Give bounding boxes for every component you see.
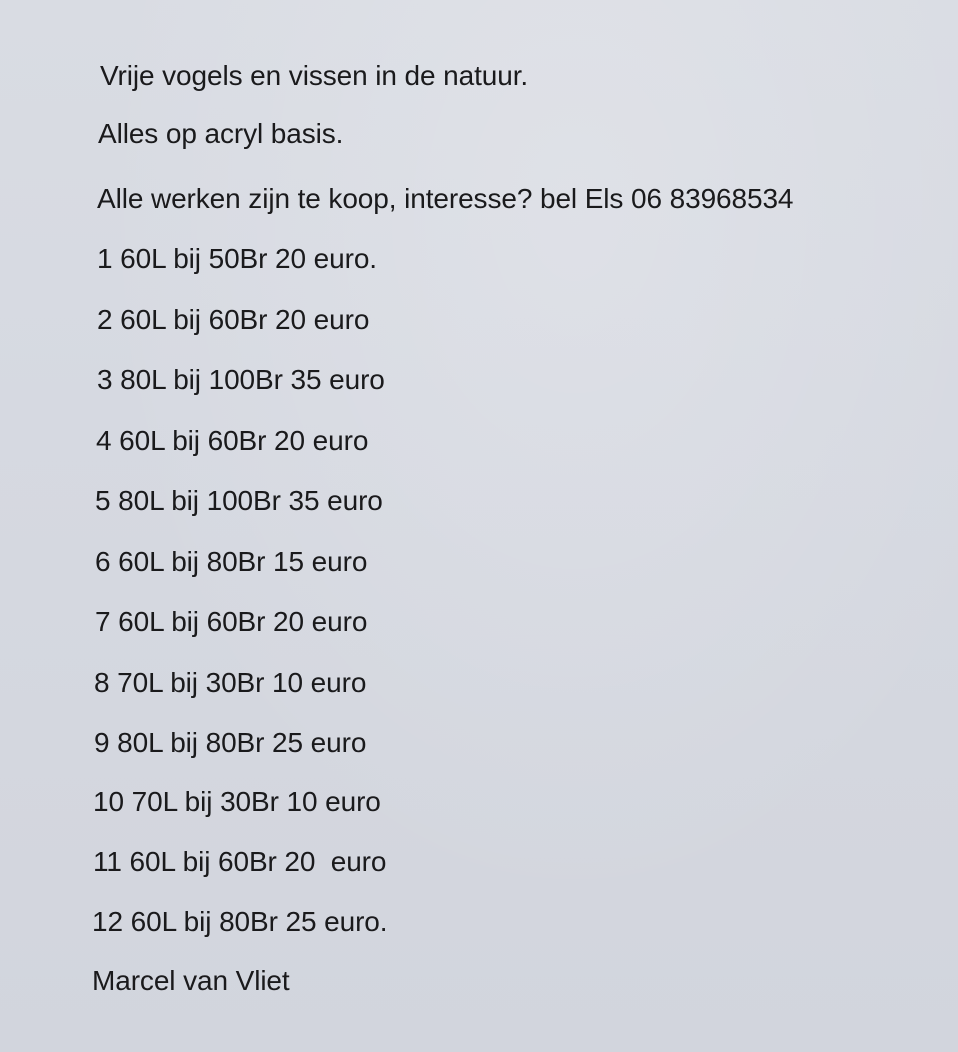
intro-line-subject: Vrije vogels en vissen in de natuur. (100, 60, 529, 91)
price-list-item-1: 1 60L bij 50Br 20 euro. (97, 243, 377, 274)
price-list-item-4: 4 60L bij 60Br 20 euro (96, 425, 369, 456)
intro-line-medium: Alles op acryl basis. (98, 118, 344, 149)
price-list-item-12: 12 60L bij 80Br 25 euro. (92, 906, 388, 937)
price-list-item-8: 8 70L bij 30Br 10 euro (94, 667, 367, 698)
price-list-item-2: 2 60L bij 60Br 20 euro (97, 304, 370, 335)
artist-signature: Marcel van Vliet (92, 965, 290, 996)
price-list-item-3: 3 80L bij 100Br 35 euro (97, 364, 385, 395)
price-list-item-9: 9 80L bij 80Br 25 euro (94, 727, 367, 758)
price-list-item-5: 5 80L bij 100Br 35 euro (95, 485, 383, 516)
price-list-item-10: 10 70L bij 30Br 10 euro (93, 786, 381, 817)
price-list-item-11: 11 60L bij 60Br 20 euro (93, 846, 387, 877)
price-list-item-6: 6 60L bij 80Br 15 euro (95, 546, 368, 577)
price-list-item-7: 7 60L bij 60Br 20 euro (95, 606, 368, 637)
intro-line-contact: Alle werken zijn te koop, interesse? bel Els 06 83968534 (97, 183, 794, 214)
